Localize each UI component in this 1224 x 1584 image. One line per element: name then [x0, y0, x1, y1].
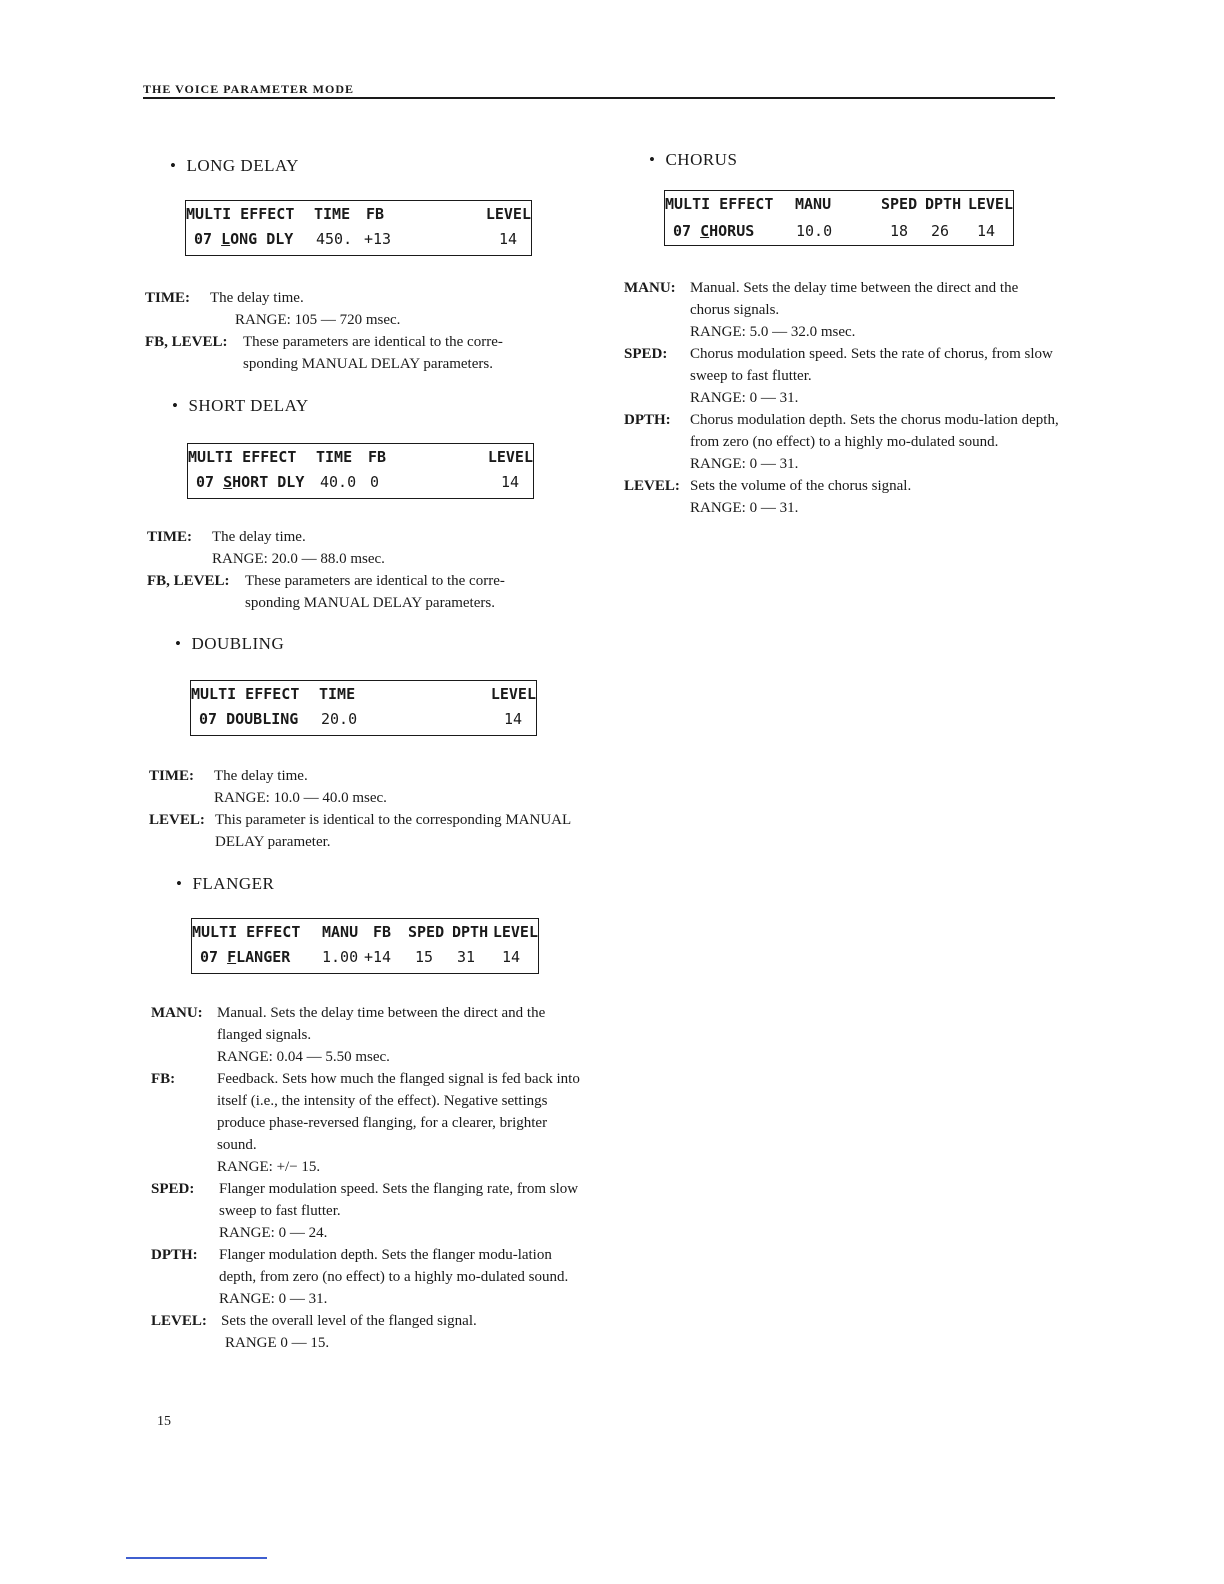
desc-long-delay [145, 287, 555, 375]
lcd-header-level: LEVEL [490, 685, 536, 703]
lcd-value-sped: 15 [415, 948, 434, 966]
desc-doubling [149, 765, 585, 853]
lcd-display-chorus [664, 190, 1014, 246]
desc-item: MANU: Manual. Sets the delay time between the direct and the flanged signals. RANGE: 0.04 — 5.50 msec. [151, 1005, 546, 1065]
lcd-display-doubling [190, 680, 537, 736]
section-title-long-delay [170, 156, 299, 176]
desc-short-delay [147, 526, 557, 614]
lcd-header-mode: MULTI EFFECT [665, 195, 774, 213]
lcd-header-fb: FB [366, 205, 385, 223]
lcd-value-time: 40.0 [320, 473, 357, 491]
desc-item: SPED: Flanger modulation speed. Sets the flanging rate, from slow sweep to fast flutter. RANGE: 0 — 24. [151, 1181, 579, 1241]
desc-item: FB, LEVEL: These parameters are identical to the corre-sponding MANUAL DELAY parameters. [147, 573, 505, 611]
lcd-value-level: 14 [976, 222, 995, 240]
lcd-header-time: TIME [319, 685, 356, 703]
lcd-effect-name: 07 LONG DLY [194, 230, 294, 248]
lcd-header-fb: FB [368, 448, 387, 466]
lcd-display-short-delay [187, 443, 534, 499]
desc-flanger [151, 1002, 589, 1354]
lcd-header-dpth: DPTH [452, 923, 489, 941]
lcd-header-fb: FB [373, 923, 392, 941]
lcd-header-mode: MULTI EFFECT [192, 923, 301, 941]
desc-item: SPED: Chorus modulation speed. Sets the rate of chorus, from slow sweep to fast flutter. RANGE: 0 — 31. [624, 346, 1053, 406]
lcd-effect-name: 07 DOUBLING [199, 710, 299, 728]
bullet-icon: • [175, 634, 182, 653]
lcd-value-level: 14 [498, 230, 517, 248]
section-title-flanger [176, 874, 274, 894]
lcd-value-sped: 18 [890, 222, 909, 240]
lcd-value-time: 20.0 [321, 710, 358, 728]
page-number: 15 [157, 1414, 171, 1429]
desc-chorus [624, 277, 1060, 519]
lcd-header-time: TIME [316, 448, 353, 466]
lcd-header-dpth: DPTH [925, 195, 962, 213]
lcd-header-manu: MANU [795, 195, 832, 213]
lcd-effect-name: 07 FLANGER [200, 948, 291, 966]
lcd-header-manu: MANU [322, 923, 359, 941]
desc-item: LEVEL: This parameter is identical to the corresponding MANUAL DELAY parameter. [149, 812, 571, 850]
lcd-header-mode: MULTI EFFECT [191, 685, 300, 703]
lcd-value-level: 14 [501, 948, 520, 966]
lcd-header-level: LEVEL [967, 195, 1013, 213]
desc-item: LEVEL: Sets the volume of the chorus signal. RANGE: 0 — 31. [624, 478, 912, 516]
lcd-display-long-delay [185, 200, 532, 256]
section-title-text: CHORUS [665, 150, 738, 169]
bullet-icon: • [172, 396, 179, 415]
section-title-short-delay [172, 396, 309, 416]
section-title-doubling [175, 634, 284, 654]
lcd-value-level: 14 [503, 710, 522, 728]
header-rule [143, 97, 1055, 99]
lcd-header-mode: MULTI EFFECT [188, 448, 297, 466]
desc-item: TIME: The delay time. RANGE: 20.0 — 88.0 msec. [147, 529, 385, 567]
bullet-icon: • [170, 156, 177, 175]
lcd-header-level: LEVEL [487, 448, 533, 466]
lcd-header-sped: SPED [881, 195, 918, 213]
lcd-display-flanger [191, 918, 539, 974]
lcd-value-dpth: 26 [931, 222, 950, 240]
desc-item: LEVEL: Sets the overall level of the flanged signal. RANGE 0 — 15. [151, 1313, 477, 1351]
bullet-icon: • [649, 150, 656, 169]
lcd-header-level: LEVEL [485, 205, 531, 223]
lcd-value-dpth: 31 [457, 948, 476, 966]
lcd-value-time: 450. [316, 230, 353, 248]
desc-item: MANU: Manual. Sets the delay time between the direct and the chorus signals. RANGE: 5.0 — 32.0 msec. [624, 280, 1019, 340]
section-title-text: LONG DELAY [186, 156, 299, 175]
section-title-text: DOUBLING [191, 634, 285, 653]
lcd-header-mode: MULTI EFFECT [186, 205, 295, 223]
desc-item: FB: Feedback. Sets how much the flanged signal is fed back into itself (i.e., the intensity of the effect). Negative settings produce phase-reversed flanging, for a clearer, brighter sound. RANGE: +/− 15. [151, 1071, 580, 1175]
desc-item: DPTH: Chorus modulation depth. Sets the chorus modu-lation depth, from zero (no effect) to a highly mo-dulated sound. RANGE: 0 — 31. [624, 412, 1059, 472]
section-title-text: FLANGER [192, 874, 275, 893]
lcd-value-level: 14 [500, 473, 519, 491]
lcd-header-sped: SPED [408, 923, 445, 941]
lcd-value-fb: +14 [364, 948, 392, 966]
lcd-effect-name: 07 CHORUS [673, 222, 755, 240]
desc-item: FB, LEVEL: These parameters are identical to the corre-sponding MANUAL DELAY parameters. [145, 334, 503, 372]
lcd-effect-name: 07 SHORT DLY [196, 473, 305, 491]
section-title-text: SHORT DELAY [188, 396, 309, 415]
footer-rule [126, 1557, 267, 1559]
lcd-value-manu: 10.0 [796, 222, 833, 240]
desc-item: TIME: The delay time. RANGE: 105 — 720 msec. [145, 290, 401, 328]
lcd-header-time: TIME [314, 205, 351, 223]
desc-item: DPTH: Flanger modulation depth. Sets the flanger modu-lation depth, from zero (no effect) to a highly mo-dulated sound. RANGE: 0 — 31. [151, 1247, 569, 1307]
running-header: THE VOICE PARAMETER MODE [143, 82, 354, 96]
lcd-value-manu: 1.00 [322, 948, 359, 966]
lcd-value-fb: +13 [364, 230, 392, 248]
desc-item: TIME: The delay time. RANGE: 10.0 — 40.0 msec. [149, 768, 387, 806]
lcd-header-level: LEVEL [492, 923, 538, 941]
lcd-value-fb: 0 [370, 473, 380, 491]
bullet-icon: • [176, 874, 183, 893]
section-title-chorus [649, 150, 737, 170]
